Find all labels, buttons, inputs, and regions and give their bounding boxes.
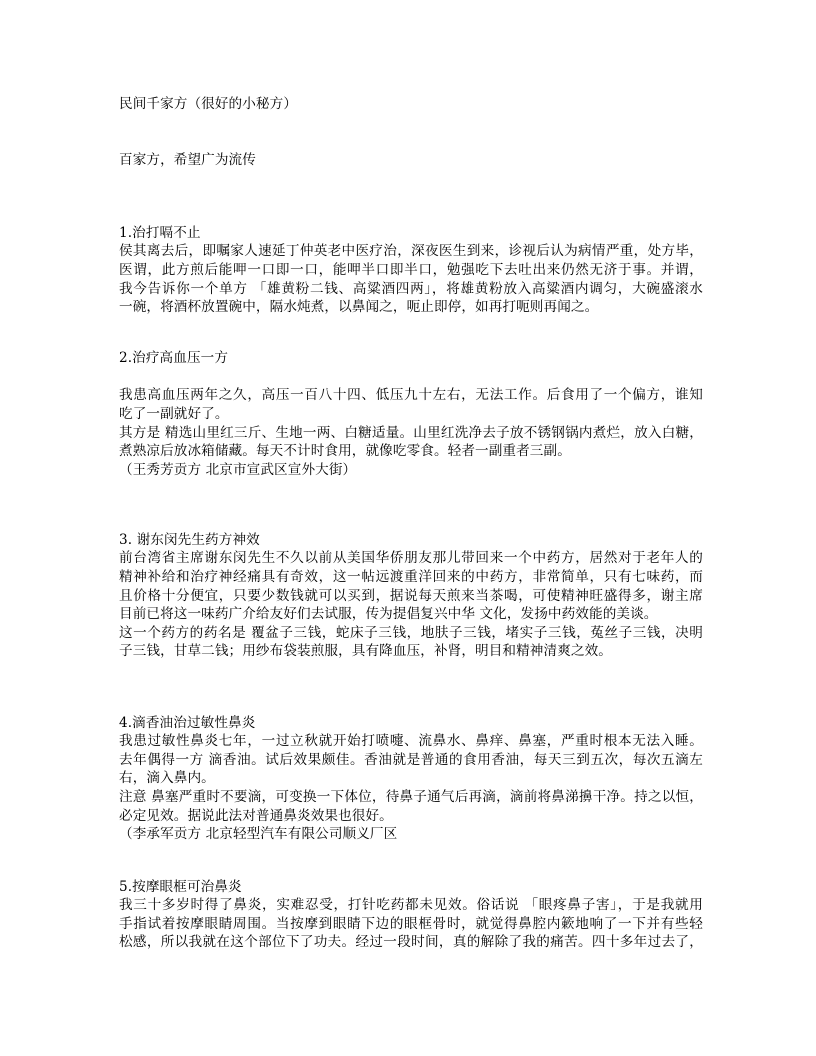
paragraph-line: 且价格十分便宜，只要少数钱就可以买到，据说每天煎来当茶喝，可使精神旺盛得多，谢主席 [119, 588, 703, 604]
paragraph-line: （李承军贡方 北京轻型汽车有限公司顺义厂区 [119, 826, 398, 842]
paragraph-line: 医谓，此方煎后能呷一口即一口，能呷半口即半口，勉强吃下去吐出来仍然无济于事。并谓， [119, 262, 703, 278]
paragraph-line: 子三钱，甘草二钱；用纱布袋装煎服，具有降血压，补肾，明目和精神清爽之效。 [119, 643, 612, 659]
section-heading: 4.滴香油治过敏性鼻炎 [119, 715, 256, 731]
paragraph-line: 一碗，将酒杯放置碗中，隔水炖煮，以鼻闻之，呃止即停，如再打呃则再闻之。 [119, 299, 599, 315]
paragraph-line: 必定见效。据说此法对普通鼻炎效果也很好。 [119, 808, 393, 824]
section-heading: 1.治打嗝不止 [119, 225, 201, 241]
section-heading: 3. 谢东闵先生药方神效 [119, 532, 260, 548]
paragraph-line: 侯其离去后，即嘱家人速延丁仲英老中医疗治，深夜医生到来，诊视后认为病情严重，处方毕， [119, 243, 703, 259]
paragraph-line: 我患过敏性鼻炎七年，一过立秋就开始打喷嚏、流鼻水、鼻痒、鼻塞，严重时根本无法入睡。 [119, 733, 703, 749]
paragraph-line: 其方是 精选山里红三斤、生地一两、白糖适量。山里红洗净去子放不锈钢锅内煮烂，放入白糖， [119, 425, 703, 441]
paragraph-line: 右，滴入鼻内。 [119, 770, 215, 786]
paragraph-line: 我三十多岁时得了鼻炎，实难忍受，打针吃药都未见效。俗话说 「眼疼鼻子害」，于是我就用 [119, 897, 703, 913]
paragraph-line: 目前已将这一味药广介给友好们去试服，传为提倡复兴中华 文化，发扬中药效能的美谈。 [119, 606, 658, 622]
paragraph-line: 注意 鼻塞严重时不要滴，可变换一下体位，待鼻子通气后再滴，滴前将鼻涕擤干净。持之以恒， [119, 789, 703, 805]
document-subtitle: 百家方，希望广为流传 [119, 152, 256, 168]
paragraph-line: 吃了一副就好了。 [119, 406, 229, 422]
paragraph-line: 松感，所以我就在这个部位下了功夫。经过一段时间，真的解除了我的痛苦。四十多年过去了， [119, 934, 703, 950]
paragraph-line: 手指试着按摩眼睛周围。当按摩到眼睛下边的眼框骨时，就觉得鼻腔内簌地响了一下并有些轻 [119, 916, 703, 932]
paragraph-line: （王秀芳贡方 北京市宣武区宣外大街） [119, 462, 357, 478]
section-heading: 2.治疗高血压一方 [119, 350, 229, 366]
paragraph-line: 我今告诉你一个单方 「雄黄粉二钱、高粱酒四两」，将雄黄粉放入高粱酒内调匀，大碗盛滚水 [119, 281, 703, 297]
section-heading: 5.按摩眼框可治鼻炎 [119, 879, 242, 895]
paragraph-line: 这一个药方的药名是 覆盆子三钱，蛇床子三钱，地肤子三钱，堵实子三钱，菟丝子三钱，决明 [119, 625, 703, 641]
paragraph-line: 煮熟凉后放冰箱储藏。每天不计时食用，就像吃零食。轻者一副重者三副。 [119, 443, 571, 459]
paragraph-line: 我患高血压两年之久，高压一百八十四、低压九十左右，无法工作。后食用了一个偏方，谁知 [119, 387, 703, 403]
paragraph-line: 前台湾省主席谢东闵先生不久以前从美国华侨朋友那儿带回来一个中药方，居然对于老年人的 [119, 550, 703, 566]
paragraph-line: 精神补给和治疗神经痛具有奇效，这一帖远渡重洋回来的中药方，非常简单，只有七味药，而 [119, 569, 703, 585]
paragraph-line: 去年偶得一方 滴香油。试后效果颇佳。香油就是普通的食用香油，每天三到五次，每次五滴左 [119, 752, 703, 768]
document-title: 民间千家方（很好的小秘方） [119, 96, 298, 112]
